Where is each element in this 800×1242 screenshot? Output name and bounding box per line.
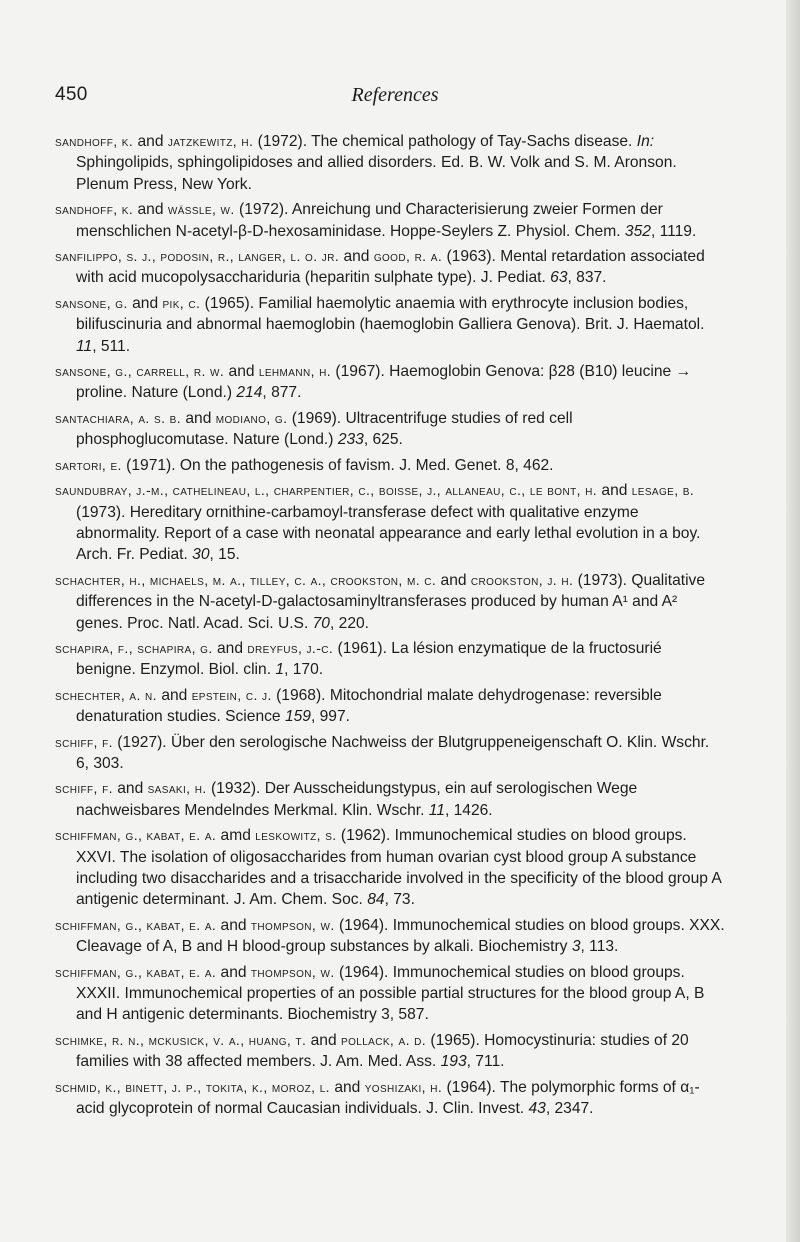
reference-volume: 84 — [367, 891, 385, 909]
reference-authors: santachiara, a. s. b. — [55, 409, 182, 426]
reference-entry — [55, 408, 725, 451]
reference-entry — [55, 915, 725, 958]
reference-text: (1965). Familial haemolytic anaemia with erythrocyte inclusion bodies, bilifuscinuria and abnormal haemoglobin (haemoglobin Galliera Genova). Brit. J. Haematol. — [76, 294, 705, 334]
reference-conjunction: amd — [220, 827, 251, 845]
reference-text: (1964). The polymorphic forms of α₁-acid glycoprotein of normal Caucasian individuals. J. Clin. Invest. — [76, 1078, 700, 1118]
reference-text: (1927). Über den serologische Nachweiss der Blutgruppeneigenschaft O. Klin. Wschr. 6, 303. — [76, 733, 710, 772]
reference-authors: schapira, f., schapira, g. — [55, 639, 213, 656]
reference-volume: 214 — [236, 384, 263, 402]
reference-entry — [55, 685, 725, 728]
reference-volume: 159 — [284, 708, 311, 726]
reference-conjunction: and — [228, 363, 255, 381]
reference-authors-last: epstein, c. j. — [191, 686, 272, 703]
reference-text: (1973). Qualitative differences in the N-acetyl-D-galactosaminyltransferases produced by human A¹ and A² genes. Proc. Natl. Acad. Sci. U.S. — [76, 571, 706, 632]
reference-pages: , 15. — [209, 546, 240, 564]
reference-authors-last: pik, c. — [162, 294, 201, 311]
reference-conjunction: and — [185, 409, 212, 427]
reference-authors-last: good, r. a. — [373, 248, 443, 265]
reference-entry — [55, 361, 725, 404]
reference-text: (1972). The chemical pathology of Tay-Sachs disease. — [257, 133, 633, 150]
reference-volume: 3 — [571, 938, 581, 956]
reference-text: (1972). Anreichung und Characterisierung zweier Formen der menschlichen N-acetyl-β-D-hexosaminidase. Hoppe-Seylers Z. Physiol. Chem. — [76, 201, 663, 240]
reference-authors: schimke, r. n., mckusick, v. a., huang, t. — [55, 1031, 307, 1048]
reference-text: (1967). Haemoglobin Genova: β28 (B10) leucine → proline. Nature (Lond.) — [76, 363, 692, 402]
reference-conjunction: and — [310, 1031, 337, 1049]
reference-authors: schiffman, g., kabat, e. a. — [55, 827, 217, 844]
reference-text: (1964). Immunochemical studies on blood groups. XXX. Cleavage of A, B and H blood-group substances by alkali. Biochemistry — [76, 916, 725, 956]
reference-volume: 352 — [624, 222, 651, 240]
reference-volume: 11 — [76, 337, 93, 355]
reference-entry — [55, 638, 725, 681]
reference-authors: schechter, a. n. — [55, 686, 157, 703]
reference-entry — [55, 480, 725, 566]
page-header — [55, 84, 735, 114]
reference-conjunction: and — [161, 686, 188, 704]
reference-authors-last: dreyfus, j.-c. — [247, 639, 334, 656]
reference-pages: , 113. — [580, 938, 619, 956]
reference-authors: schiffman, g., kabat, e. a. — [55, 916, 217, 933]
reference-text: (1964). Immunochemical studies on blood groups. XXXII. Immunochemical properties of an possible partial structures for the blood group A, B and H antigenic determinants. Biochemistry 3, 587. — [76, 963, 705, 1024]
reference-authors: sartori, e. — [55, 456, 122, 473]
reference-authors: schachter, h., michaels, m. a., tilley, c. a., crookston, m. c. — [55, 571, 437, 588]
page-number: 450 — [55, 84, 88, 105]
reference-authors-last: thompson, w. — [250, 916, 335, 933]
reference-entry — [55, 825, 725, 911]
reference-pages: , 877. — [262, 384, 302, 402]
reference-authors-last: thompson, w. — [250, 963, 335, 980]
reference-authors-last: modiano, g. — [215, 409, 288, 426]
reference-conjunction: and — [220, 916, 247, 934]
reference-entry — [55, 1077, 725, 1120]
reference-entry — [55, 732, 725, 775]
reference-text: (1965). Homocystinuria: studies of 20 families with 38 affected members. J. Am. Med. Ass. — [76, 1031, 689, 1071]
reference-pages: , 1119. — [650, 222, 697, 240]
reference-authors: saundubray, j.-m., cathelineau, l., charpentier, c., boisse, j., allaneau, c., le bont, h. — [55, 482, 598, 499]
reference-text: (1962). Immunochemical studies on blood groups. XXVI. The isolation of oligosaccharides from human ovarian cyst blood group A substance including two disaccharides and a trisaccharide involved in the specificity of the blood group A antigenic determinant. J. Am. Chem. Soc. — [76, 827, 721, 909]
reference-entry — [55, 199, 725, 242]
reference-list — [55, 131, 725, 1123]
reference-conjunction: and — [440, 571, 467, 589]
reference-in-label: In: — [636, 133, 655, 150]
reference-pages: , 170. — [284, 661, 324, 679]
reference-text: (1971). On the pathogenesis of favism. J. Med. Genet. 8, 462. — [126, 456, 554, 474]
reference-authors: schiffman, g., kabat, e. a. — [55, 963, 217, 980]
reference-authors: sandhoff, k. — [55, 133, 134, 149]
reference-pages: , 2347. — [545, 1100, 594, 1118]
running-title: References — [351, 84, 439, 106]
reference-volume: 11 — [428, 801, 445, 819]
reference-conjunction: and — [217, 639, 244, 657]
reference-authors-last: leskowitz, s. — [255, 827, 337, 844]
reference-conjunction: and — [137, 133, 164, 150]
reference-authors: sansone, g., carrell, r. w. — [55, 363, 225, 380]
reference-pages: , 1426. — [444, 801, 493, 819]
reference-conjunction: and — [601, 482, 628, 500]
reference-pages: , 73. — [384, 891, 415, 909]
reference-entry — [55, 293, 725, 357]
reference-conjunction: and — [132, 294, 159, 312]
reference-conjunction: and — [137, 201, 164, 219]
reference-conjunction: and — [117, 780, 144, 798]
reference-conjunction: and — [334, 1078, 361, 1096]
reference-authors-last: yoshizaki, h. — [364, 1078, 443, 1095]
reference-entry — [55, 570, 725, 634]
reference-text: (1932). Der Ausscheidungstypus, ein auf serologischen Wege nachweisbares Mendelndes Merkmal. Klin. Wschr. — [76, 780, 638, 819]
reference-volume: 30 — [192, 546, 210, 564]
reference-authors: schiff, f. — [55, 733, 113, 750]
reference-volume: 1 — [275, 661, 285, 679]
reference-volume: 63 — [550, 269, 568, 287]
reference-text: (1969). Ultracentrifuge studies of red cell phosphoglucomutase. Nature (Lond.) — [76, 409, 573, 449]
reference-text: (1968). Mitochondrial malate dehydrogenase: reversible denaturation studies. Science — [76, 686, 662, 726]
reference-volume: 193 — [440, 1053, 467, 1071]
reference-volume: 43 — [528, 1100, 546, 1118]
reference-conjunction: and — [343, 248, 370, 266]
reference-authors-last: pollack, a. d. — [341, 1031, 427, 1048]
reference-text: (1973). Hereditary ornithine-carbamoyl-transferase defect with qualitative enzyme abnormality. Report of a case with neonatal appearance and early lethal evolution in a boy. Arch. Fr. Pediat. — [76, 503, 701, 564]
reference-pages: , 511. — [92, 337, 131, 355]
reference-authors-last: lehmann, h. — [258, 363, 332, 380]
reference-pages: , 220. — [329, 614, 369, 632]
reference-pages: , 711. — [466, 1053, 505, 1071]
reference-authors: schmid, k., binett, j. p., tokita, k., moroz, l. — [55, 1078, 330, 1095]
reference-text: (1963). Mental retardation associated with acid mucopolysacchariduria (heparitin sulphate type). J. Pediat. — [76, 248, 705, 287]
reference-entry — [55, 778, 725, 821]
reference-conjunction: and — [220, 963, 247, 981]
reference-entry — [55, 455, 725, 476]
reference-authors: schiff, f. — [55, 780, 113, 797]
reference-authors: sanfilippo, s. j., podosin, r., langer, l. o. jr. — [55, 248, 340, 265]
reference-entry — [55, 1030, 725, 1073]
reference-authors-last: jatzkewitz, h. — [167, 133, 254, 149]
reference-authors: sandhoff, k. — [55, 201, 134, 218]
reference-pages: , 625. — [363, 431, 403, 449]
reference-source: Sphingolipids, sphingolipidoses and allied disorders. Ed. B. W. Volk and S. M. Aronson. Plenum Press, New York. — [76, 154, 677, 193]
reference-volume: 233 — [337, 431, 364, 449]
reference-entry — [55, 962, 725, 1026]
reference-authors-last: crookston, j. h. — [470, 571, 574, 588]
page-edge — [786, 0, 800, 1242]
reference-volume: 70 — [312, 614, 330, 632]
reference-authors-last: wässle, w. — [167, 201, 235, 218]
reference-entry — [55, 246, 725, 289]
reference-pages: , 997. — [310, 708, 350, 726]
reference-pages: , 837. — [567, 269, 607, 287]
reference-entry — [55, 131, 725, 195]
reference-authors: sansone, g. — [55, 294, 128, 311]
reference-authors-last: sasaki, h. — [147, 780, 207, 797]
reference-authors-last: lesage, b. — [631, 482, 695, 499]
reference-text: (1961). La lésion enzymatique de la fructosurié benigne. Enzymol. Biol. clin. — [76, 639, 662, 679]
